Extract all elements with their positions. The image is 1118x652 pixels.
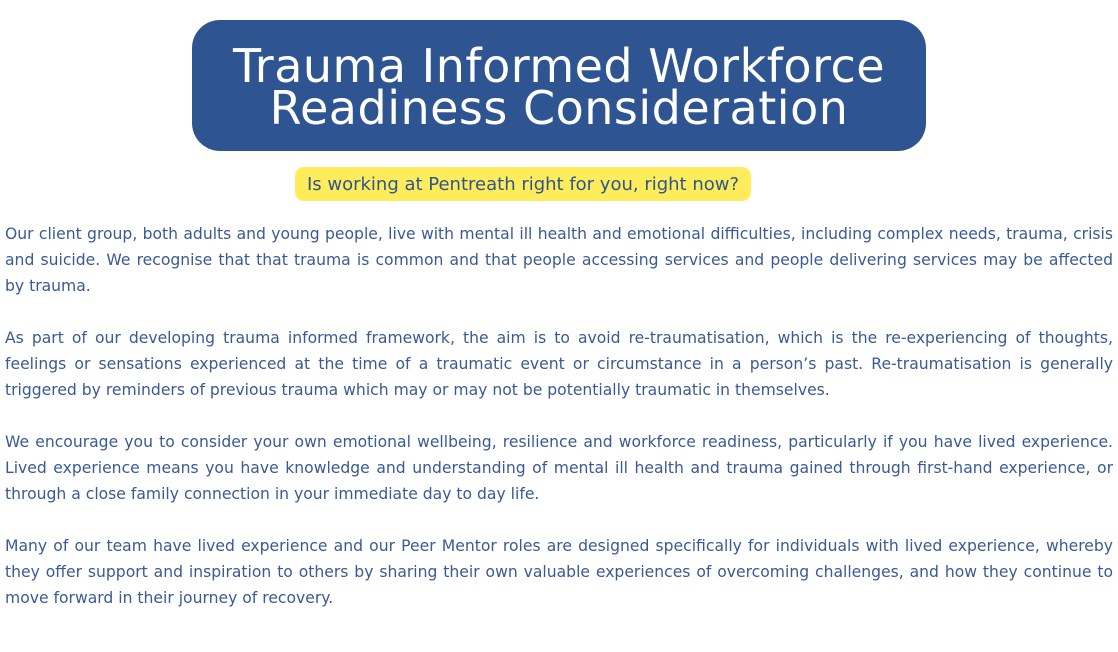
subtitle-highlight: Is working at Pentreath right for you, right now?	[295, 167, 751, 201]
page-title-line-2: Readiness Consideration	[269, 80, 849, 135]
paragraph-wellbeing: We encourage you to consider your own emotional wellbeing, resilience and workforce readiness, particularly if you have lived experience. Lived experience means you have knowledge and understanding of mental ill health and trauma gained through first-hand experience, or through a close family connection in your immediate day to day life.	[5, 433, 1113, 503]
paragraph-client-group: Our client group, both adults and young people, live with mental ill health and emotional difficulties, including complex needs, trauma, crisis and suicide. We recognise that that trauma is common and that people accessing services and people delivering services may be affected by trauma.	[5, 225, 1113, 295]
body-content	[5, 221, 1113, 637]
title-banner	[192, 20, 926, 151]
paragraph-trauma-framework: As part of our developing trauma informed framework, the aim is to avoid re-traumatisation, which is the re-experiencing of thoughts, feelings or sensations experienced at the time of a traumatic event or circumstance in a person’s past. Re-traumatisation is generally triggered by reminders of previous trauma which may or may not be potentially traumatic in themselves.	[5, 329, 1113, 399]
page-title-line-1: Trauma Informed Workforce	[232, 38, 886, 93]
paragraph-peer-mentor: Many of our team have lived experience and our Peer Mentor roles are designed specifically for individuals with lived experience, whereby they offer support and inspiration to others by sharing their own valuable experiences of overcoming challenges, and how they continue to move forward in their journey of recovery.	[5, 537, 1113, 607]
